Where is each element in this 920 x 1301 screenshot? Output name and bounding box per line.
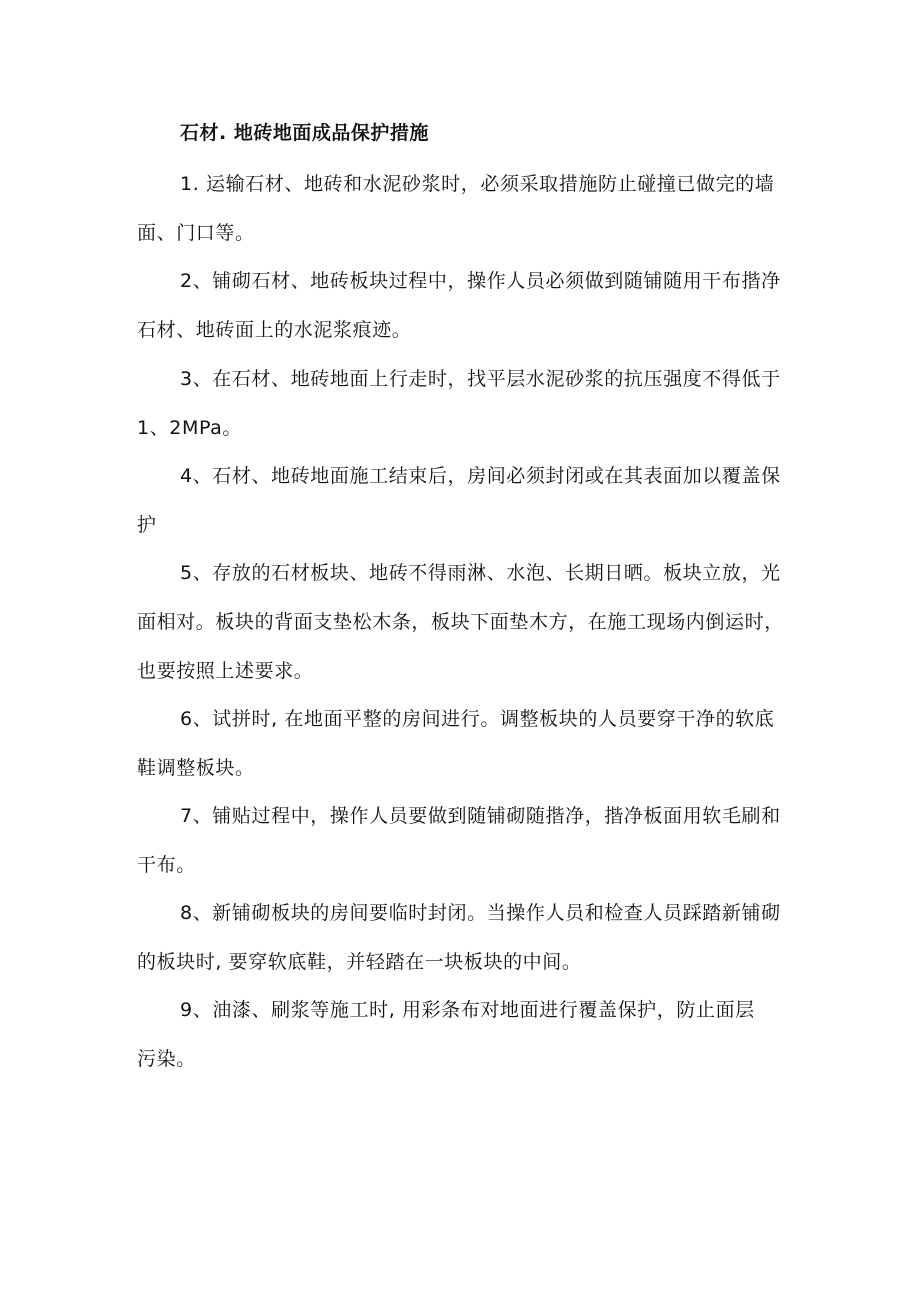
paragraph-2: 2、铺砌石材、地砖板块过程中，操作人员必须做到随铺随用干布揩净石材、地砖面上的水泥浆痕迹。 (137, 270, 781, 341)
document-title: 石材. 地砖地面成品保护措施 (180, 122, 429, 144)
paragraph-6: 6、试拼时, 在地面平整的房间进行。调整板块的人员要穿干净的软底鞋调整板块。 (137, 708, 775, 779)
paragraph-4: 4、石材、地砖地面施工结束后，房间必须封闭或在其表面加以覆盖保护 (137, 465, 781, 536)
paragraph-8: 8、新铺砌板块的房间要临时封闭。当操作人员和检查人员踩踏新铺砌的板块时, 要穿软底鞋，并轻踏在一块板块的中间。 (137, 902, 781, 973)
paragraph-1: 1. 运输石材、地砖和水泥砂浆时，必须采取措施防止碰撞已做完的墙面、门口等。 (137, 173, 775, 244)
paragraph-5: 5、存放的石材板块、地砖不得雨淋、水泡、长期日晒。板块立放，光面相对。板块的背面支垫松木条，板块下面垫木方，在施工现场内倒运时，也要按照上述要求。 (137, 562, 784, 682)
paragraph-7: 7、铺贴过程中，操作人员要做到随铺砌随揩净，揩净板面用软毛刷和干布。 (137, 805, 781, 876)
paragraph-3: 3、在石材、地砖地面上行走时，找平层水泥砂浆的抗压强度不得低于 1、2MPa。 (137, 368, 781, 439)
paragraph-9: 9、油漆、刷浆等施工时, 用彩条布对地面进行覆盖保护，防止面层污染。 (137, 999, 755, 1070)
